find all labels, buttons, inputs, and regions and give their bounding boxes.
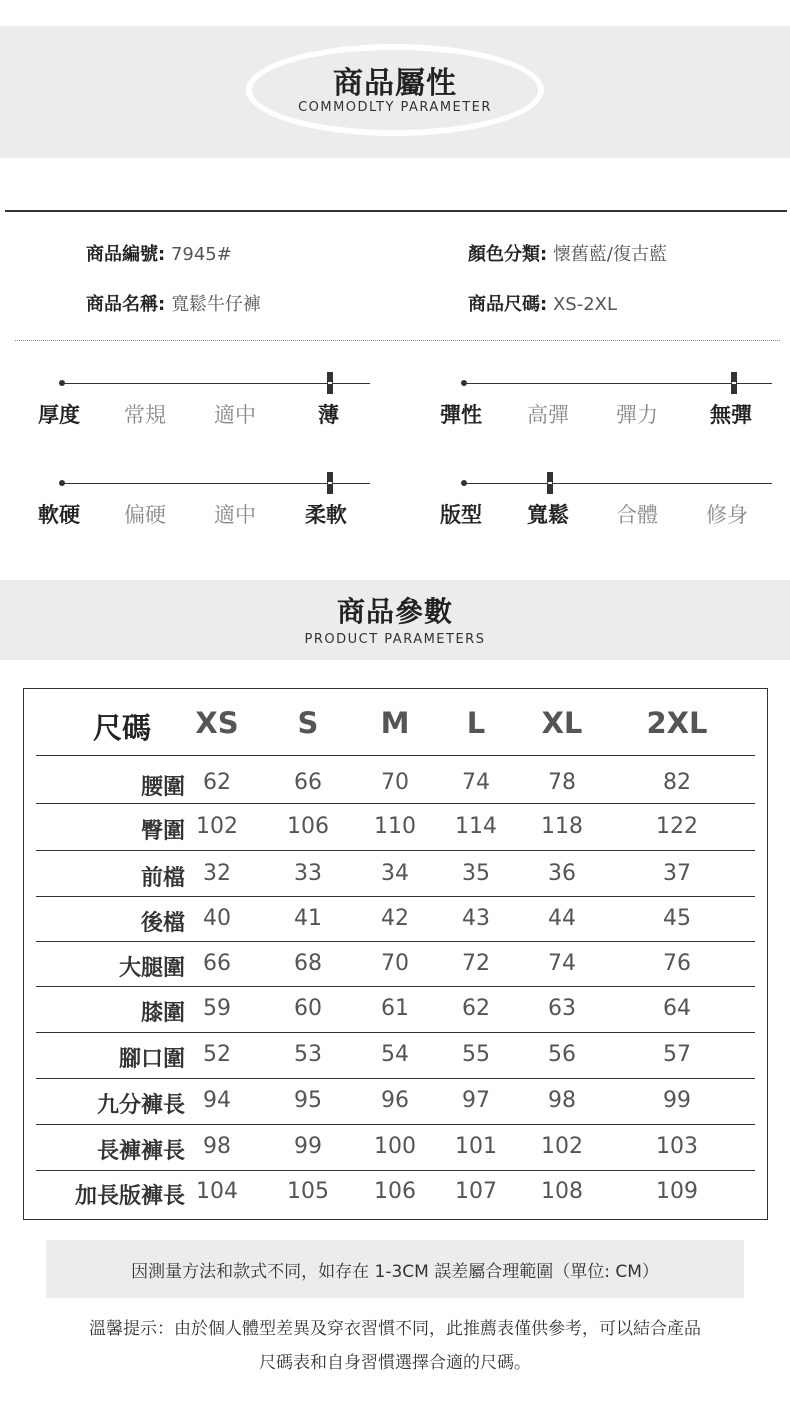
table-cell: 61 [381,996,409,1021]
table-row-label: 大腿圍 [118,956,185,981]
attr-option: 適中 [214,503,256,527]
table-cell: 72 [462,951,490,976]
info-value: XS-2XL [552,294,618,315]
table-cell: 108 [541,1179,583,1204]
table-cell: 37 [663,861,691,886]
table-header-col: L [466,706,486,740]
table-cell: 109 [656,1179,698,1204]
measurement-note: 因測量方法和款式不同，如存在 1-3CM 誤差屬合理範圍（單位: CM） [131,1262,659,1282]
slider-track-thickness [62,383,370,384]
table-cell: 106 [287,814,329,839]
table-cell: 110 [374,814,416,839]
attr-option: 適中 [214,403,256,427]
table-cell: 62 [203,770,231,795]
table-cell: 102 [196,814,238,839]
attr-option: 合體 [616,503,658,527]
attr-label-thickness: 厚度 [38,403,80,427]
slider-knob-elasticity [731,372,737,394]
table-row-label: 後檔 [140,911,185,936]
table-cell: 74 [548,951,576,976]
slider-track-fit [464,483,772,484]
table-cell: 103 [656,1134,698,1159]
attr-option-selected: 柔軟 [305,503,347,527]
table-cell: 41 [294,906,322,931]
section-title: 商品屬性 [333,66,457,101]
table-cell: 44 [548,906,576,931]
attr-label-softness: 軟硬 [38,503,80,527]
attr-label-elasticity: 彈性 [440,403,482,427]
table-cell: 70 [381,770,409,795]
table-cell: 96 [381,1088,409,1113]
table-row-divider [36,803,755,804]
tip-line-1: 溫馨提示：由於個人體型差異及穿衣習慣不同，此推薦表僅供參考，可以結合產品 [89,1319,701,1339]
table-cell: 97 [462,1088,490,1113]
info-code [86,240,232,266]
attr-option: 偏硬 [124,503,166,527]
slider-track-softness [62,483,370,484]
divider [5,210,787,212]
table-row-label: 前檔 [140,866,185,891]
table-row-label: 腰圍 [140,775,185,800]
table-cell: 99 [663,1088,691,1113]
table-row-label: 長褲褲長 [96,1139,185,1164]
table-row-divider [36,1170,755,1171]
table-cell: 43 [462,906,490,931]
table-row-divider [36,755,755,756]
table-cell: 62 [462,996,490,1021]
table-cell: 99 [294,1134,322,1159]
table-cell: 42 [381,906,409,931]
info-name [86,290,261,316]
table-cell: 98 [548,1088,576,1113]
attr-option: 高彈 [527,403,569,427]
table-cell: 105 [287,1179,329,1204]
table-header-col: XL [541,706,583,740]
attr-option: 常規 [124,403,166,427]
table-row-label: 腳口圍 [118,1047,185,1072]
table-cell: 55 [462,1042,490,1067]
table-cell: 70 [381,951,409,976]
table-row-divider [36,1032,755,1033]
table-cell: 60 [294,996,322,1021]
info-label: 顏色分類: [468,244,548,265]
table-cell: 95 [294,1088,322,1113]
table-cell: 63 [548,996,576,1021]
table-cell: 94 [203,1088,231,1113]
table-cell: 54 [381,1042,409,1067]
table-cell: 66 [294,770,322,795]
table-row-divider [36,1078,755,1079]
table-cell: 59 [203,996,231,1021]
table-row-divider [36,850,755,851]
attr-option-selected: 薄 [318,403,339,427]
table-row-label: 膝圍 [140,1001,185,1026]
section-title: 商品參數 [336,595,453,628]
table-cell: 33 [294,861,322,886]
table-cell: 102 [541,1134,583,1159]
table-cell: 34 [381,861,409,886]
table-cell: 35 [462,861,490,886]
attr-option: 彈力 [616,403,658,427]
table-cell: 118 [541,814,583,839]
table-cell: 68 [294,951,322,976]
table-row-divider [36,896,755,897]
table-row-label: 臀圍 [140,819,185,844]
attr-option-selected: 無彈 [710,403,752,427]
table-cell: 114 [455,814,497,839]
section-subtitle: COMMODLTY PARAMETER [298,100,492,115]
table-cell: 106 [374,1179,416,1204]
table-header-col: XS [195,706,239,740]
table-cell: 36 [548,861,576,886]
table-cell: 53 [294,1042,322,1067]
slider-knob-fit [547,472,553,494]
info-label: 商品編號: [86,244,166,265]
table-cell: 74 [462,770,490,795]
table-cell: 107 [455,1179,497,1204]
section-subtitle: PRODUCT PARAMETERS [304,632,486,647]
table-row-label: 九分褲長 [96,1093,185,1118]
slider-knob-thickness [327,372,333,394]
table-cell: 40 [203,906,231,931]
table-row-divider [36,941,755,942]
table-cell: 66 [203,951,231,976]
info-value: 懷舊藍/復古藍 [552,244,668,265]
table-cell: 82 [663,770,691,795]
table-cell: 52 [203,1042,231,1067]
info-value: 7945# [170,244,232,265]
table-row-label: 加長版褲長 [74,1184,185,1209]
table-header-size: 尺碼 [92,711,151,745]
table-cell: 76 [663,951,691,976]
info-size [468,290,617,316]
info-label: 商品名稱: [86,294,166,315]
table-header-col: M [380,706,410,740]
table-row-divider [36,1124,755,1125]
table-cell: 98 [203,1134,231,1159]
attr-option: 修身 [706,503,748,527]
table-cell: 56 [548,1042,576,1067]
table-cell: 100 [374,1134,416,1159]
table-cell: 78 [548,770,576,795]
table-header-col: S [297,706,319,740]
table-cell: 64 [663,996,691,1021]
table-cell: 122 [656,814,698,839]
slider-knob-softness [327,472,333,494]
table-row-divider [36,986,755,987]
slider-track-elasticity [464,383,772,384]
table-cell: 101 [455,1134,497,1159]
attr-label-fit: 版型 [440,503,482,527]
attr-option-selected: 寬鬆 [527,503,569,527]
table-header-col: 2XL [646,706,708,740]
info-label: 商品尺碼: [468,294,548,315]
table-cell: 57 [663,1042,691,1067]
table-cell: 45 [663,906,691,931]
info-color [468,240,667,266]
dotted-divider [15,340,780,341]
table-cell: 104 [196,1179,238,1204]
info-value: 寬鬆牛仔褲 [170,294,261,315]
tip-line-2: 尺碼表和自身習慣選擇合適的尺碼。 [259,1353,531,1373]
table-cell: 32 [203,861,231,886]
